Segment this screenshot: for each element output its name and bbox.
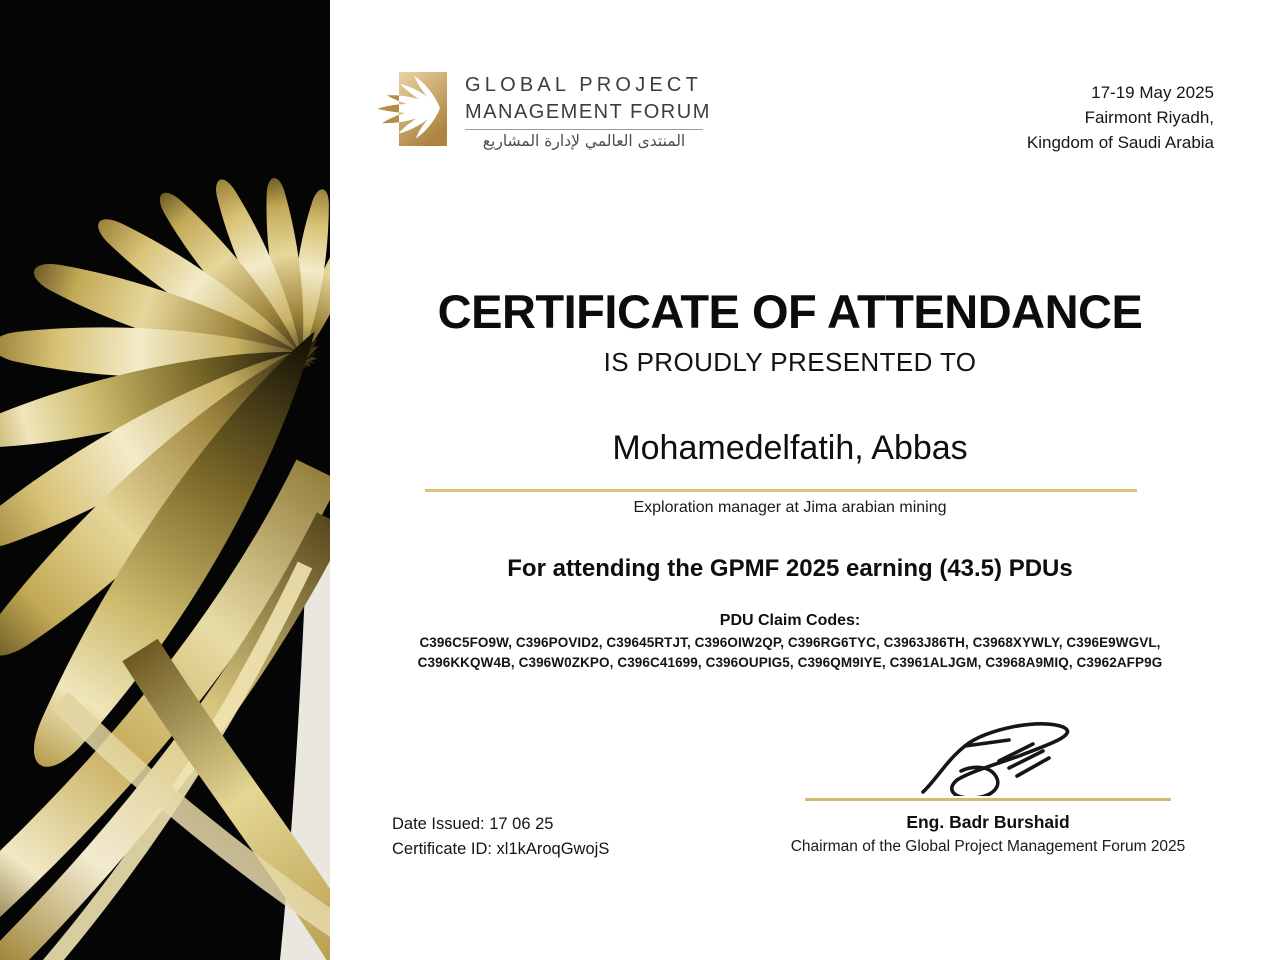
recipient-underline [425, 489, 1137, 492]
recipient-name: Mohamedelfatih, Abbas [612, 429, 968, 467]
event-info [1027, 80, 1214, 155]
certificate-subtitle: IS PROUDLY PRESENTED TO [603, 347, 977, 377]
handwritten-signature-icon [881, 698, 1096, 796]
logo-wordmark [465, 66, 711, 150]
issued-block [392, 812, 609, 862]
gpmf-logo [372, 66, 711, 150]
signatory-title: Chairman of the Global Project Management Forum 2025 [790, 838, 1186, 855]
event-dates: 17-19 May 2025 [1091, 83, 1214, 102]
pdu-codes-line1: C396C5FO9W, C396POVID2, C39645RTJT, C396OIW2QP, C396RG6TYC, C3963J86TH, C3968XYWLY, C396E9WGVL, [419, 635, 1161, 650]
event-venue: Fairmont Riyadh, [1084, 108, 1214, 127]
left-art-panel [0, 0, 330, 960]
logo-divider [465, 129, 703, 130]
logo-arabic-text: المنتدى العالمي لإدارة المشاريع [482, 132, 686, 150]
signatory-name: Eng. Badr Burshaid [906, 812, 1070, 832]
certificate-id: Certificate ID: xl1kAroqGwojS [392, 840, 610, 858]
logo-line1: GLOBAL PROJECT [465, 74, 702, 96]
achievement-statement: For attending the GPMF 2025 earning (43.5) PDUs [507, 555, 1073, 582]
date-issued: Date Issued: 17 06 25 [392, 815, 554, 833]
gold-ribbon-sculpture-icon [0, 0, 330, 960]
recipient-role: Exploration manager at Jima arabian mining [633, 499, 947, 516]
event-country: Kingdom of Saudi Arabia [1026, 133, 1214, 152]
pdu-codes-line2: C396KKQW4B, C396W0ZKPO, C396C41699, C396OUPIG5, C396QM9IYE, C3961ALJGM, C3968A9MIQ, C3962AFP9G [417, 655, 1163, 670]
pdu-claim-codes-heading: PDU Claim Codes: [719, 612, 861, 629]
logo-line2: MANAGEMENT FORUM [465, 101, 711, 123]
certificate-title: CERTIFICATE OF ATTENDANCE [437, 285, 1143, 338]
signature-line [805, 798, 1171, 801]
signature-block [770, 698, 1206, 856]
palm-tree-logo-icon [372, 66, 452, 150]
